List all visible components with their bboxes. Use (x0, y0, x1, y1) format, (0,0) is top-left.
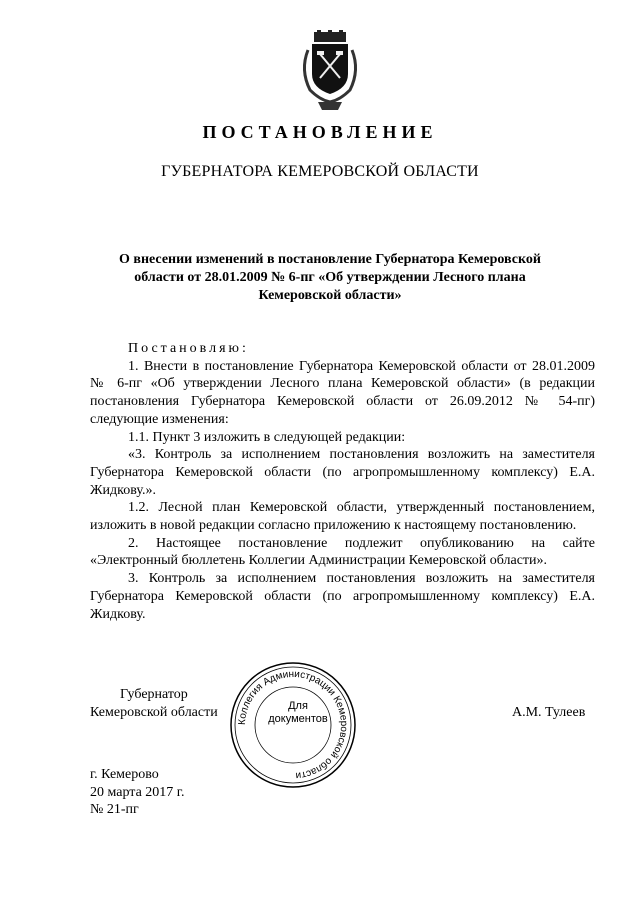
signatory-region: Кемеровской области (90, 705, 218, 720)
footer-city: г. Кемерово (90, 767, 159, 782)
document-footer (90, 766, 184, 819)
clause-3: 3. Контроль за исполнением постановления возложить на заместителя Губернатора Кемеровской области (по агропромышленному комплексу) Е.А. Жидкову. (90, 571, 595, 622)
subject-line: области от 28.01.2009 № 6-пг «Об утверждении Лесного плана (134, 270, 526, 285)
clause-1: 1. Внести в постановление Губернатора Кемеровской области от 28.01.2009 № 6-пг «Об утверждении Лесного плана Кемеровской области» (в редакции постановления Губернатора Кемеровской области от 26.09.2012 № 54-пг) следующие изменения: (90, 358, 595, 427)
signatory-position: Губернатор (120, 687, 188, 702)
signatory-name: А.М. Тулеев (512, 705, 586, 720)
subject-line: Кемеровской области» (258, 288, 402, 303)
stamp-center-line: Для (288, 700, 308, 712)
clause-1-1-quote: «3. Контроль за исполнением постановления возложить на заместителя Губернатора Кемеровской области (по агропромышленному комплексу) Е.А. Жидкову.». (90, 447, 595, 498)
preamble: Постановляю: (128, 341, 249, 356)
subject-line: О внесении изменений в постановление Губернатора Кемеровской (119, 252, 541, 267)
clause-1-1: 1.1. Пункт 3 изложить в следующей редакции: (128, 429, 406, 445)
document-body (90, 340, 595, 623)
document-subject (100, 251, 560, 305)
document-type-title: ПОСТАНОВЛЕНИЕ (202, 122, 438, 142)
stamp-center-line: документов (268, 713, 328, 725)
issuer-title: ГУБЕРНАТОРА КЕМЕРОВСКОЙ ОБЛАСТИ (161, 163, 479, 180)
stamp-center-text (268, 700, 328, 726)
coat-of-arms-icon (298, 30, 362, 112)
stamp-ring-text: Коллегия Администрации Кемеровской области (236, 668, 350, 781)
footer-date: 20 марта 2017 г. (90, 784, 185, 800)
clause-1-2: 1.2. Лесной план Кемеровской области, утвержденный постановлением, изложить в новой редакции согласно приложению к настоящему постановлению. (90, 500, 595, 534)
clause-2: 2. Настоящее постановление подлежит опубликованию на сайте «Электронный бюллетень Коллегии Администрации Кемеровской области». (90, 535, 595, 569)
footer-number: № 21-пг (90, 802, 139, 817)
